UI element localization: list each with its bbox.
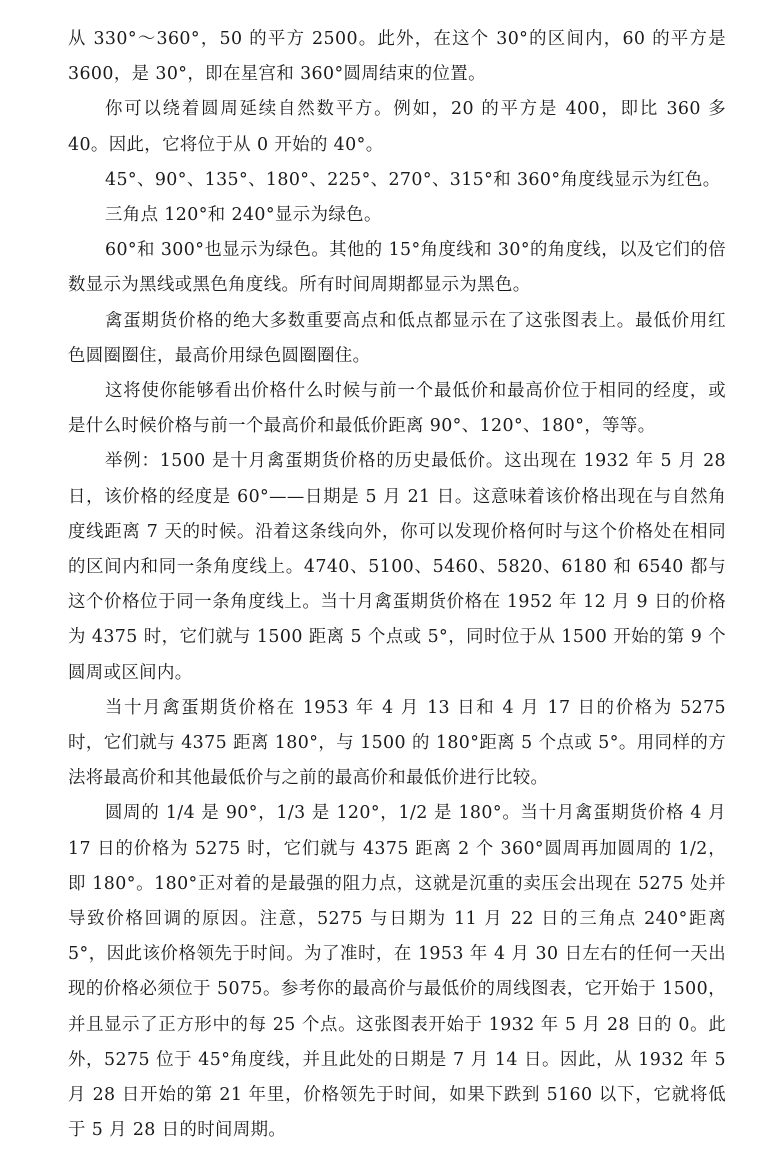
paragraph: 你可以绕着圆周延续自然数平方。例如，20 的平方是 400，即比 360 多 40。因此，它将位于从 0 开始的 40°。 (68, 99, 726, 155)
paragraph: 60°和 300°也显示为绿色。其他的 15°角度线和 30°的角度线，以及它们的倍数显示为黑线或黑色角度线。所有时间周期都显示为黑色。 (68, 240, 726, 296)
paragraph: 从 330°～360°，50 的平方 2500。此外，在这个 30°的区间内，60 的平方是 3600，是 30°，即在星宫和 360°圆周结束的位置。 (68, 29, 726, 85)
paragraph: 禽蛋期货价格的绝大多数重要高点和低点都显示在了这张图表上。最低价用红色圆圈圈住，最高价用绿色圆圈圈住。 (68, 310, 726, 366)
paragraph: 45°、90°、135°、180°、225°、270°、315°和 360°角度线显示为红色。 (105, 169, 721, 190)
paragraph: 举例：1500 是十月禽蛋期货价格的历史最低价。这出现在 1932 年 5 月 28 日，该价格的经度是 60°——日期是 5 月 21 日。这意味着该价格出现在与自然角度线距离 7 天的时候。沿着这条线向外，你可以发现价格何时与这个价格处在相同的区间内和同一条角度线上。4740、5100、5460、5820、6180 和 6540 都与这个价格位于同一条角度线上。当十月禽蛋期货价格在 1952 年 12 月 9 日的价格为 4375 时，它们就与 1500 距离 5 个点或 5°，同时位于从 1500 开始的第 9 个圆周或区间内。 (68, 451, 726, 683)
body-text (68, 22, 726, 1149)
paragraph: 三角点 120°和 240°显示为绿色。 (105, 205, 382, 226)
paragraph: 圆周的 1/4 是 90°，1/3 是 120°，1/2 是 180°。当十月禽蛋期货价格 4 月 17 日的价格为 5275 时，它们就与 4375 距离 2 个 360°圆周再加圆周的 1/2，即 180°。180°正对着的是最强的阻力点，这就是沉重的卖压会出现在 5275 处并导致价格回调的原因。注意，5275 与日期为 11 月 22 日的三角点 240°距离 5°，因此该价格领先于时间。为了准时，在 1953 年 4 月 30 日左右的任何一天出现的价格必须位于 5075。参考你的最高价与最低价的周线图表，它开始于 1500，并且显示了正方形中的每 25 个点。这张图表开始于 1932 年 5 月 28 日的 0。此外，5275 位于 45°角度线，并且此处的日期是 7 月 14 日。因此，从 1932 年 5 月 28 日开始的第 21 年里，价格领先于时间，如果下跌到 5160 以下，它就将低于 5 月 28 日的时间周期。 (68, 803, 726, 1141)
paragraph: 当十月禽蛋期货价格在 1953 年 4 月 13 日和 4 月 17 日的价格为 5275 时，它们就与 4375 距离 180°，与 1500 的 180°距离 5 个点或 5°。用同样的方法将最高价和其他最低价与之前的最高价和最低价进行比较。 (68, 697, 726, 789)
paragraph: 这将使你能够看出价格什么时候与前一个最低价和最高价位于相同的经度，或是什么时候价格与前一个最高价和最低价距离 90°、120°、180°，等等。 (68, 381, 726, 437)
